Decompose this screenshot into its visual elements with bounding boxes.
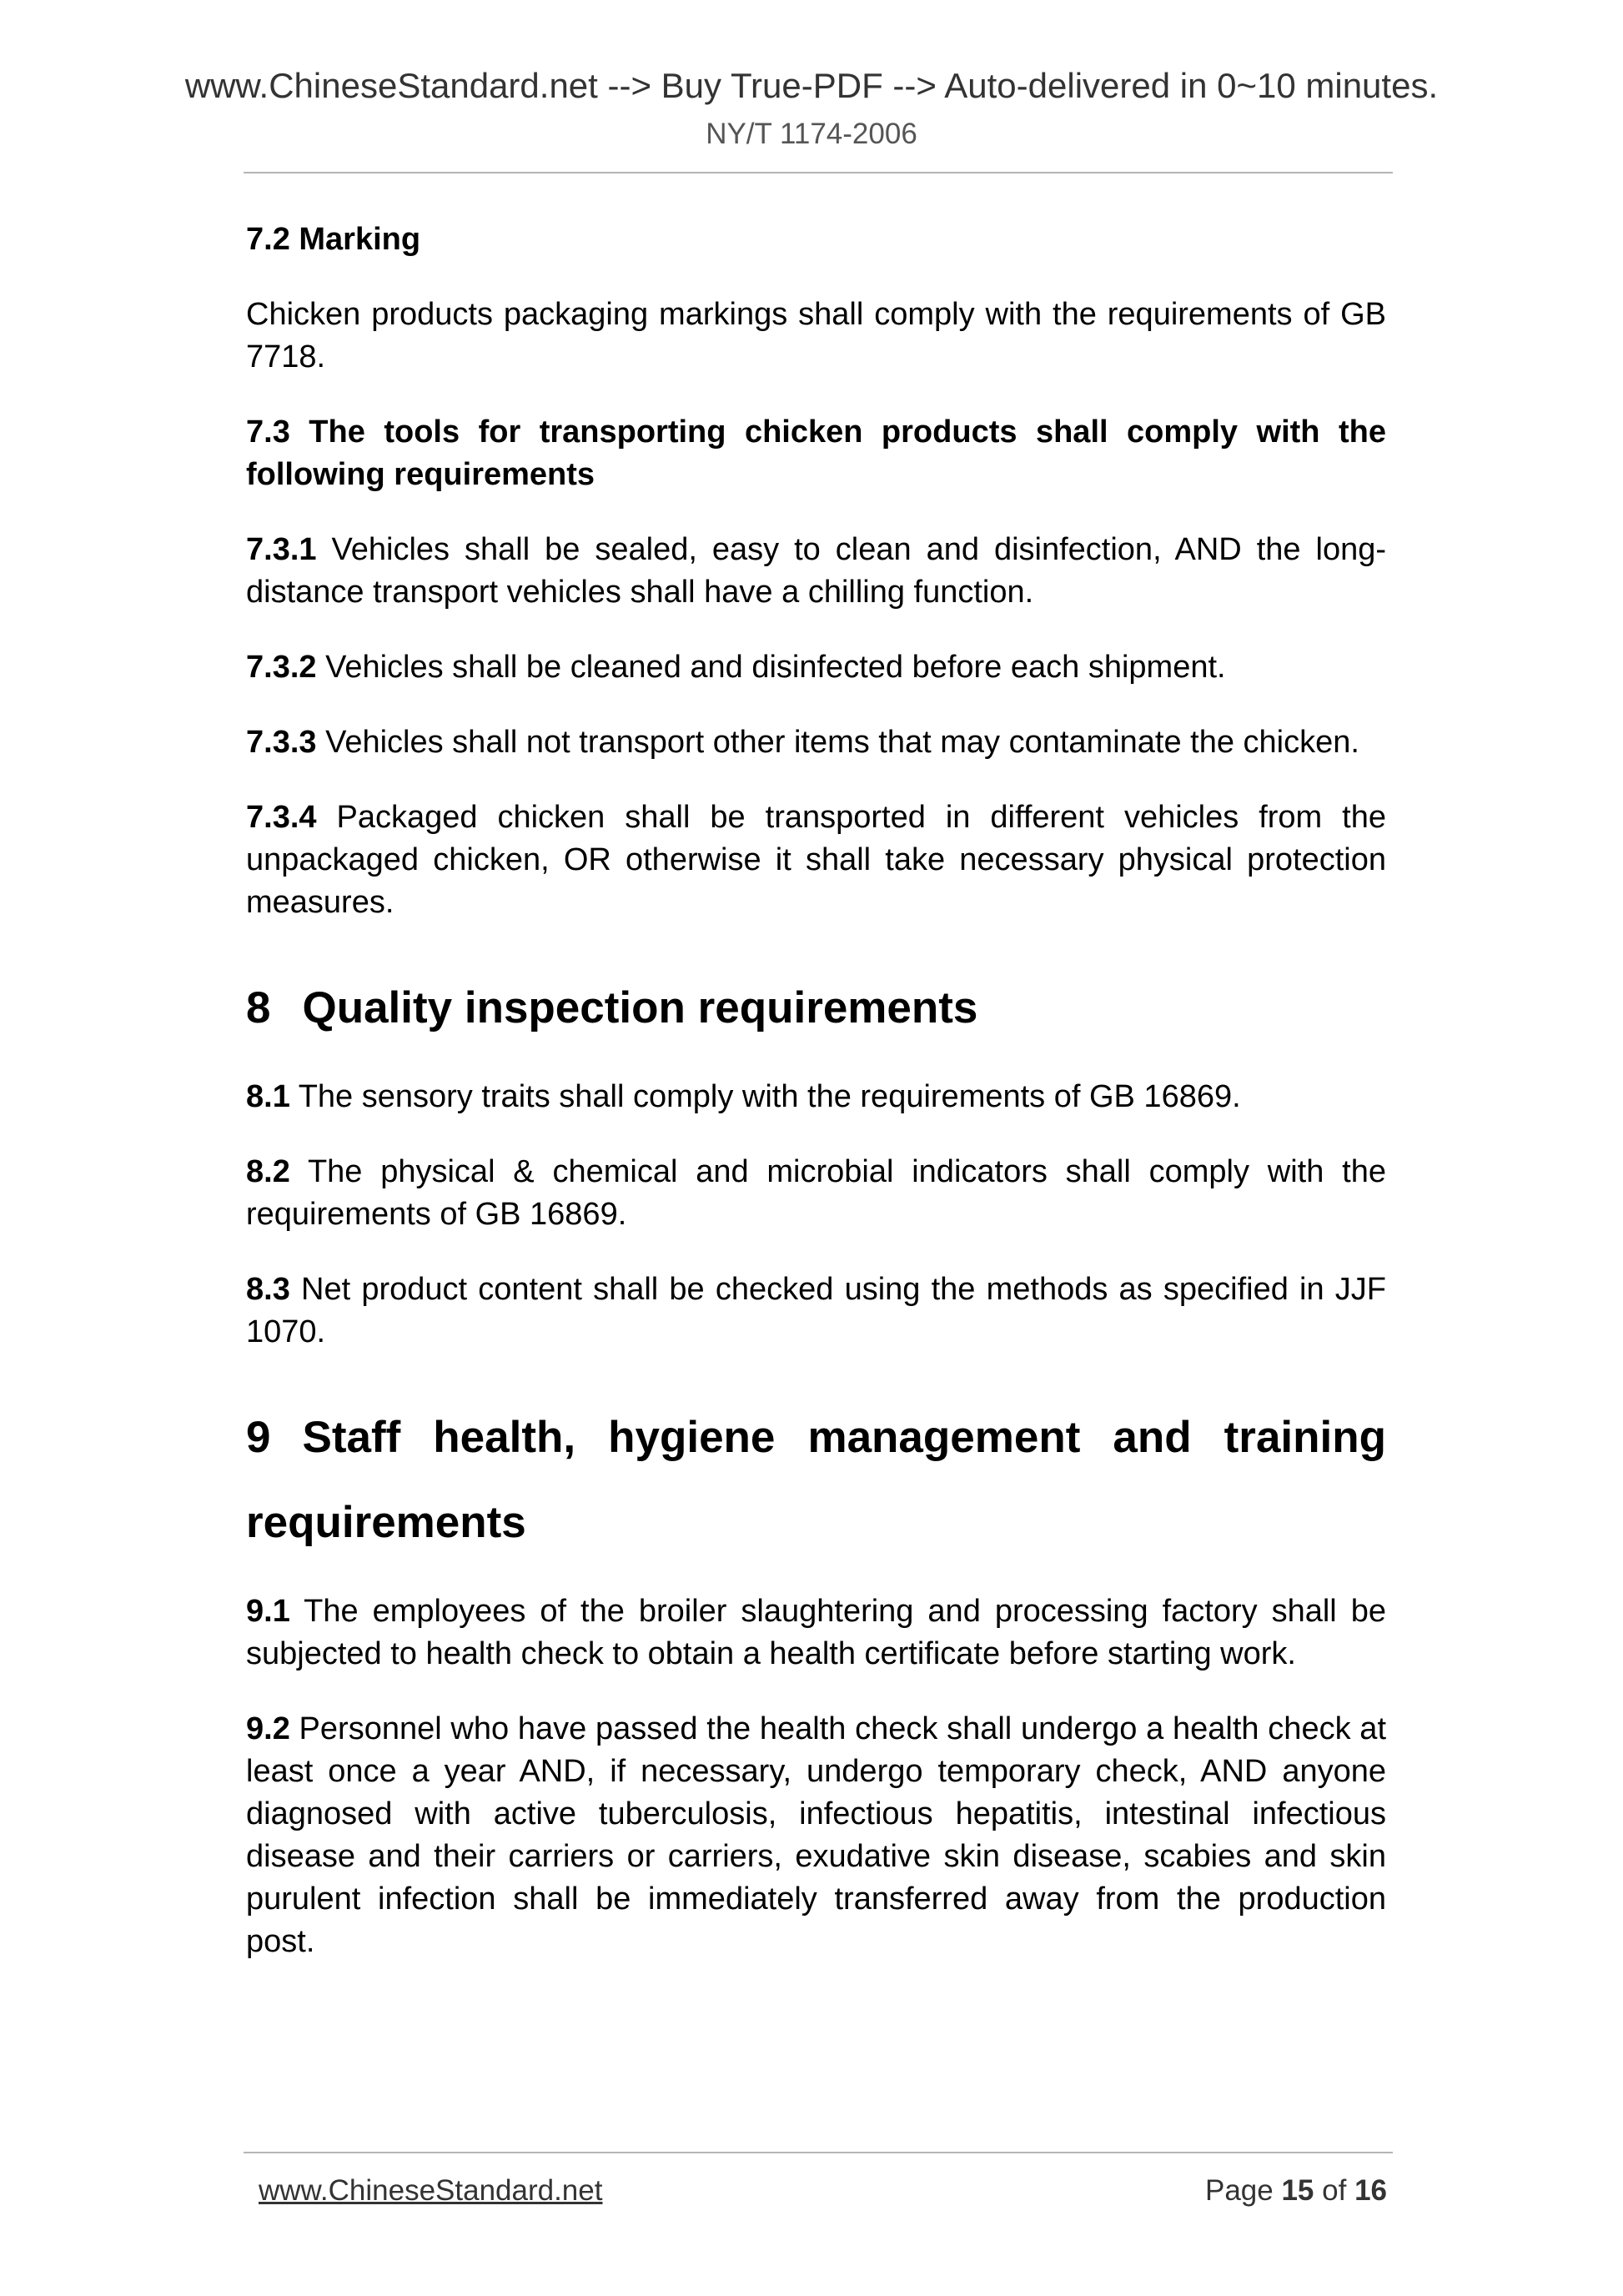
section-9-heading xyxy=(246,1395,1386,1565)
footer-site-link[interactable]: www.ChineseStandard.net xyxy=(259,2174,603,2207)
clause-text: Net product content shall be checked using the methods as specified in JJF 1070. xyxy=(246,1272,1386,1349)
clause-7-3-1 xyxy=(246,529,1386,614)
clause-number: 9.2 xyxy=(246,1711,290,1746)
section-7-3-heading: 7.3 The tools for transporting chicken products shall comply with the following requirements xyxy=(246,414,1386,492)
section-title: Staff health, hygiene management and training requirements xyxy=(246,1413,1386,1547)
clause-number: 8.1 xyxy=(246,1079,290,1114)
clause-number: 7.3.4 xyxy=(246,800,317,835)
standard-code: NY/T 1174-2006 xyxy=(706,118,917,150)
section-7-2-body: Chicken products packaging markings shall comply with the requirements of GB 7718. xyxy=(246,297,1386,374)
clause-8-1 xyxy=(246,1076,1386,1118)
clause-text: Vehicles shall be sealed, easy to clean and disinfection, AND the long-distance transport vehicles shall have a chilling function. xyxy=(246,532,1386,610)
clause-text: Vehicles shall not transport other items that may contaminate the chicken. xyxy=(316,725,1359,760)
clause-number: 8.2 xyxy=(246,1154,290,1189)
clause-7-3-2 xyxy=(246,646,1386,689)
clause-number: 7.3.1 xyxy=(246,532,317,567)
clause-text: The employees of the broiler slaughtering and processing factory shall be subjected to health check to obtain a health certificate before starting work. xyxy=(246,1594,1386,1671)
clause-text: The physical & chemical and microbial indicators shall comply with the requirements of GB 16869. xyxy=(246,1154,1386,1232)
page-number xyxy=(1205,2174,1387,2208)
clause-text: Personnel who have passed the health check shall undergo a health check at least once a year AND, if necessary, undergo temporary check, AND anyone diagnosed with active tuberculosis, infectious hepatitis, intestinal infectious disease and their carriers or carriers, exudative skin disease, scabies and skin purulent infection shall be immediately transferred away from the production post. xyxy=(246,1711,1386,1959)
page-total: 16 xyxy=(1354,2174,1387,2207)
header-banner: www.ChineseStandard.net --> Buy True-PDF --> Auto-delivered in 0~10 minutes. xyxy=(184,66,1439,105)
clause-number: 7.3.3 xyxy=(246,725,317,760)
section-8-heading xyxy=(246,966,1386,1051)
clause-9-1 xyxy=(246,1590,1386,1676)
header-divider xyxy=(244,172,1393,173)
page-current: 15 xyxy=(1281,2174,1314,2207)
clause-number: 7.3.2 xyxy=(246,650,317,685)
page-of-label: of xyxy=(1322,2174,1347,2207)
section-7-2-heading: 7.2 Marking xyxy=(246,222,421,257)
clause-8-2 xyxy=(246,1151,1386,1236)
clause-number: 8.3 xyxy=(246,1272,290,1307)
section-number: 8 xyxy=(246,983,271,1032)
clause-number: 9.1 xyxy=(246,1594,290,1629)
clause-text: The sensory traits shall comply with the requirements of GB 16869. xyxy=(289,1079,1241,1114)
clause-9-2 xyxy=(246,1708,1386,1963)
clause-text: Packaged chicken shall be transported in different vehicles from the unpackaged chicken, OR otherwise it shall take necessary physical protection measures. xyxy=(246,800,1386,920)
footer-divider xyxy=(244,2152,1393,2153)
section-title: Quality inspection requirements xyxy=(302,983,978,1032)
document-body xyxy=(246,219,1386,1996)
clause-7-3-4 xyxy=(246,796,1386,924)
clause-text: Vehicles shall be cleaned and disinfected before each shipment. xyxy=(316,650,1226,685)
page-label: Page xyxy=(1204,2174,1274,2207)
section-number: 9 xyxy=(246,1413,271,1462)
clause-7-3-3 xyxy=(246,721,1386,764)
clause-8-3 xyxy=(246,1269,1386,1354)
